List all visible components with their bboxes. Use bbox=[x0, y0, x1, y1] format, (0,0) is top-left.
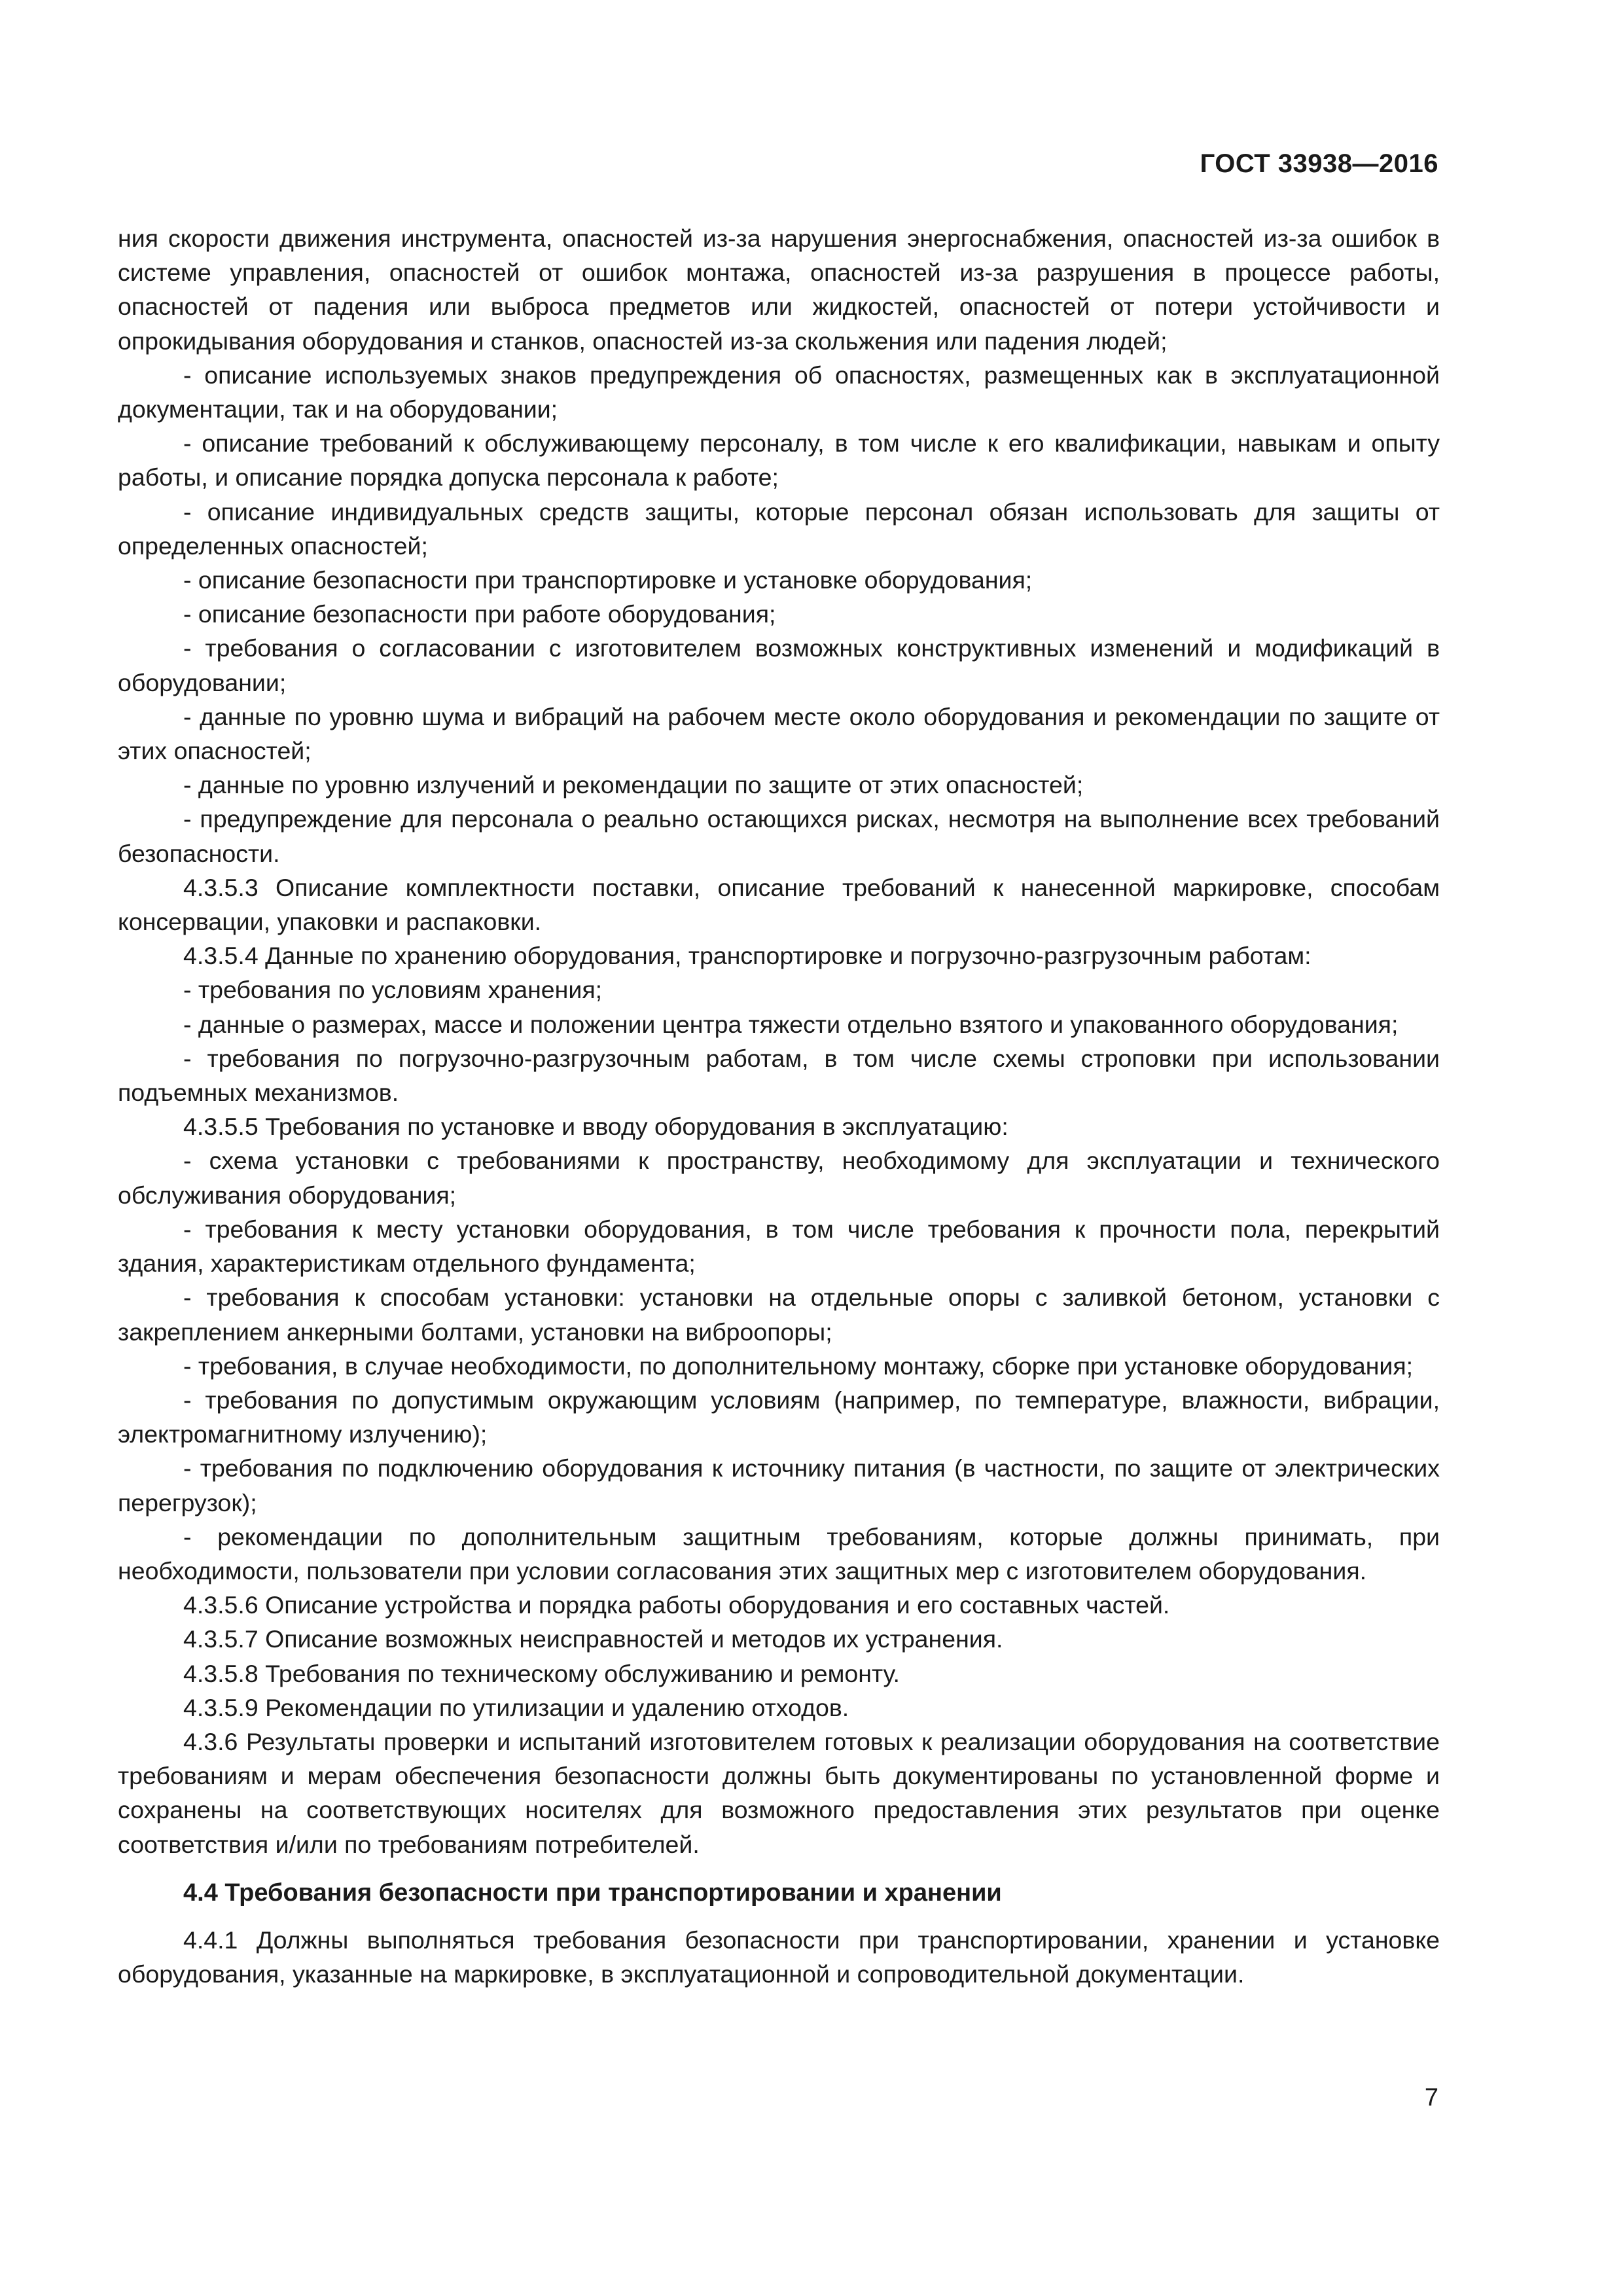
section-heading-4-4: 4.4 Требования безопасности при транспортировании и хранении bbox=[183, 1878, 1002, 1907]
clause-4-3-5-9: 4.3.5.9 Рекомендации по утилизации и удалению отходов. bbox=[183, 1693, 849, 1721]
list-item-loading-works: - требования по погрузочно-разгрузочным работам, в том числе схемы строповки при использовании подъемных механизмов. bbox=[118, 1044, 1440, 1107]
clause-4-3-5-3: 4.3.5.3 Описание комплектности поставки, описание требований к нанесенной маркировке, способам консервации, упаковки и распаковки. bbox=[118, 873, 1440, 936]
clause-4-3-5-5: 4.3.5.5 Требования по установке и вводу оборудования в эксплуатацию: bbox=[183, 1113, 1008, 1141]
clause-4-4-1: 4.4.1 Должны выполняться требования безопасности при транспортировании, хранении и установке оборудования, указанные на маркировке, в эксплуатационной и сопроводительной документации. bbox=[118, 1926, 1440, 1988]
clause-4-3-5-8: 4.3.5.8 Требования по техническому обслуживанию и ремонту. bbox=[183, 1659, 900, 1687]
list-item-installation-site: - требования к месту установки оборудования, в том числе требования к прочности пола, перекрытий здания, характеристикам отдельного фундамента; bbox=[118, 1215, 1440, 1278]
list-item-power-connection: - требования по подключению оборудования к источнику питания (в частности, по защите от электрических перегрузок); bbox=[118, 1454, 1440, 1516]
list-item-noise-vibration: - данные по уровню шума и вибраций на рабочем месте около оборудования и рекомендации по защите от этих опасностей; bbox=[118, 702, 1440, 765]
list-item-additional-assembly: - требования, в случае необходимости, по дополнительному монтажу, сборке при установке оборудования; bbox=[183, 1352, 1414, 1380]
list-item-operation-safety: - описание безопасности при работе оборудования; bbox=[183, 600, 776, 628]
list-item-modifications: - требования о согласовании с изготовителем возможных конструктивных изменений и модификаций в оборудовании; bbox=[118, 634, 1440, 696]
list-item-dimensions-mass: - данные о размерах, массе и положении центра тяжести отдельно взятого и упакованного оборудования; bbox=[183, 1010, 1399, 1038]
paragraph-continuation: ния скорости движения инструмента, опасностей из-за нарушения энергоснабжения, опасностей из-за ошибок в системе управления, опасностей от ошибок монтажа, опасностей из-за разрушения в процессе работы, опасностей от падения или выброса предметов или жидкостей, опасностей от потери устойчивости и опрокидывания оборудования и станков, опасностей из-за скольжения или падения людей; bbox=[118, 224, 1440, 355]
list-item-installation-methods: - требования к способам установки: установки на отдельные опоры с заливкой бетоном, установки с закреплением анкерными болтами, установки на виброопоры; bbox=[118, 1283, 1440, 1346]
clause-4-3-5-7: 4.3.5.7 Описание возможных неисправностей и методов их устранения. bbox=[183, 1625, 1003, 1653]
page-number: 7 bbox=[1424, 2084, 1438, 2111]
standard-code-header: ГОСТ 33938—2016 bbox=[1200, 149, 1438, 178]
clause-4-3-5-6: 4.3.5.6 Описание устройства и порядка работы оборудования и его составных частей. bbox=[183, 1591, 1170, 1619]
list-item-environment-conditions: - требования по допустимым окружающим условиям (например, по температуре, влажности, вибрации, электромагнитному излучению); bbox=[118, 1386, 1440, 1448]
list-item-residual-risks: - предупреждение для персонала о реально остающихся рисках, несмотря на выполнение всех требований безопасности. bbox=[118, 805, 1440, 867]
clause-4-3-6: 4.3.6 Результаты проверки и испытаний изготовителем готовых к реализации оборудования на соответствие требованиям и мерам обеспечения безопасности должны быть документированы по установленной форме и сохранены на соответствующих носителях для возможного предоставления этих результатов при оценке соответствия и/или по требованиям потребителей. bbox=[118, 1727, 1440, 1858]
list-item-installation-scheme: - схема установки с требованиями к пространству, необходимому для эксплуатации и технического обслуживания оборудования; bbox=[118, 1147, 1440, 1209]
list-item-transport-safety: - описание безопасности при транспортировке и установке оборудования; bbox=[183, 566, 1033, 594]
list-item-storage-conditions: - требования по условиям хранения; bbox=[183, 976, 603, 1004]
list-item-warning-signs: - описание используемых знаков предупреждения об опасностях, размещенных как в эксплуатационной документации, так и на оборудовании; bbox=[118, 361, 1440, 423]
clause-4-3-5-4: 4.3.5.4 Данные по хранению оборудования, транспортировке и погрузочно-разгрузочным работам: bbox=[183, 942, 1311, 970]
document-body bbox=[118, 221, 1440, 1991]
list-item-protective-recommendations: - рекомендации по дополнительным защитным требованиям, которые должны принимать, при необходимости, пользователи при условии согласования этих защитных мер с изготовителем оборудования. bbox=[118, 1522, 1440, 1585]
list-item-personnel-requirements: - описание требований к обслуживающему персоналу, в том числе к его квалификации, навыкам и опыту работы, и описание порядка допуска персонала к работе; bbox=[118, 429, 1440, 492]
list-item-radiation: - данные по уровню излучений и рекомендации по защите от этих опасностей; bbox=[183, 771, 1084, 799]
list-item-protective-equipment: - описание индивидуальных средств защиты, которые персонал обязан использовать для защиты от определенных опасностей; bbox=[118, 497, 1440, 560]
